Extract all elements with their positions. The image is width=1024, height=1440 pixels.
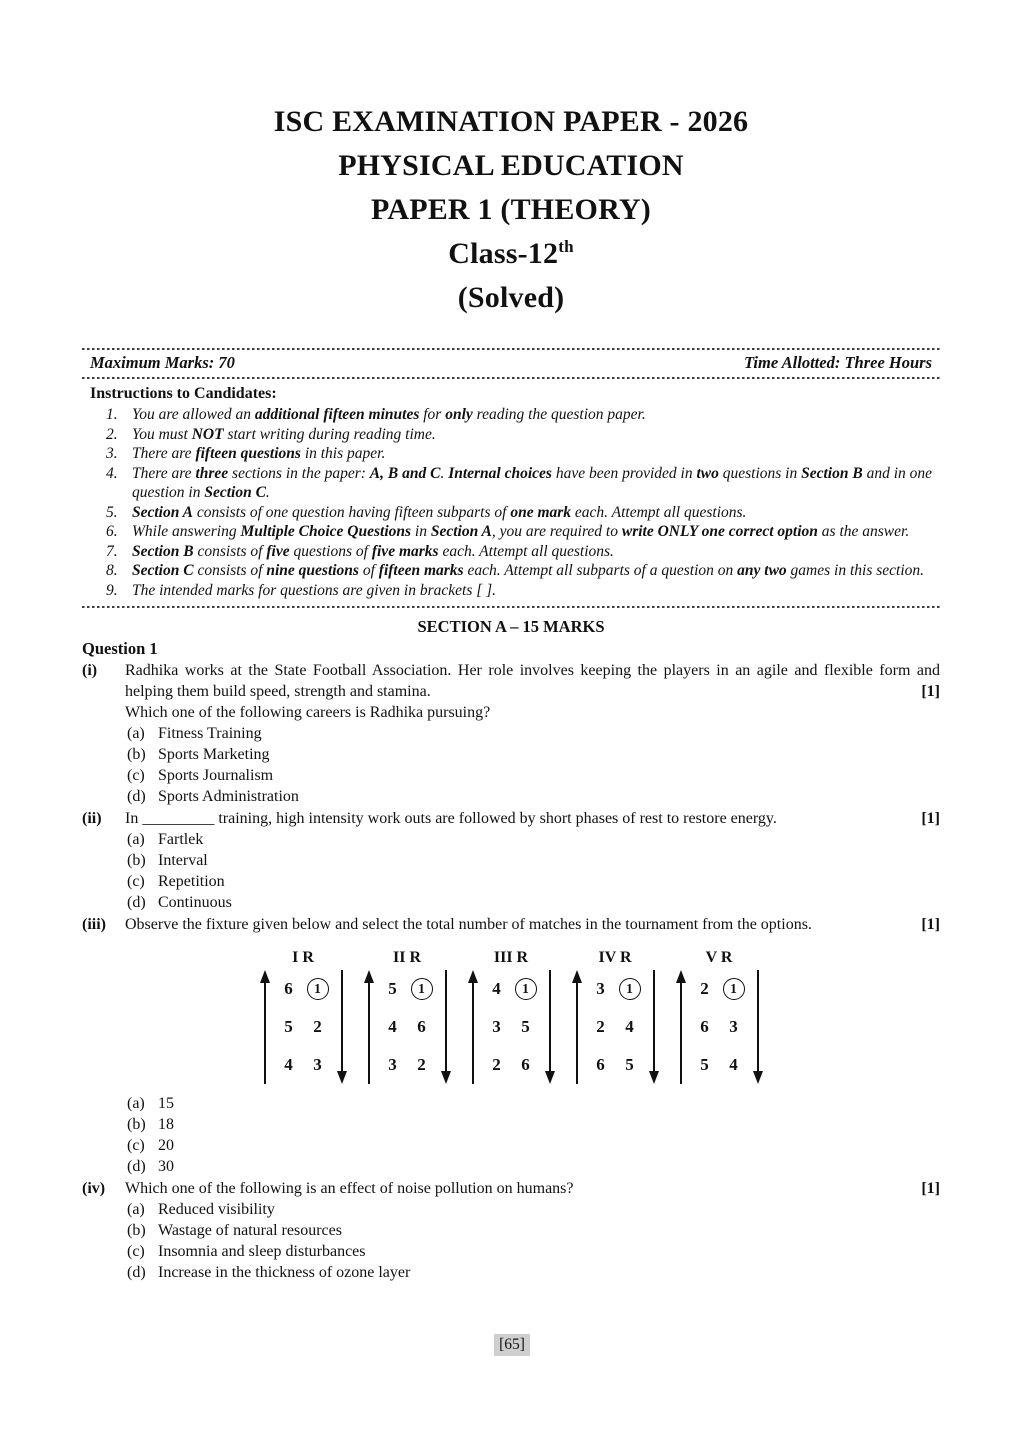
fixture-number: 4 <box>284 1055 293 1074</box>
instruction-text: Section A consists of one question having fifteen subparts of one mark each. Attempt all questions. <box>132 503 747 521</box>
circled-one: 1 <box>307 978 329 1000</box>
option-d <box>127 1156 940 1177</box>
down-arrow-icon <box>543 970 557 1084</box>
up-arrow-icon <box>570 970 584 1084</box>
option-text: Repetition <box>158 873 225 890</box>
question-ii <box>82 808 940 913</box>
fixture-right-column <box>514 970 538 1084</box>
down-arrow-icon <box>439 970 453 1084</box>
question-iv <box>82 1178 940 1283</box>
option-label: (d) <box>127 788 146 805</box>
fixture-round-1 <box>258 948 349 1084</box>
question-i-label: (i) <box>82 662 98 679</box>
round-label: V R <box>705 949 733 966</box>
instruction-item-1 <box>90 405 936 425</box>
fixture-number: 2 <box>492 1055 501 1074</box>
instruction-number: 8. <box>106 562 118 579</box>
instruction-item-8 <box>90 561 936 581</box>
instructions-heading: Instructions to Candidates: <box>90 385 277 402</box>
question-followup: Which one of the following careers is Radhika pursuing? <box>125 704 491 721</box>
option-text: Reduced visibility <box>158 1201 275 1218</box>
up-arrow-icon <box>362 970 376 1084</box>
fixture-number: 4 <box>729 1055 738 1074</box>
option-label: (d) <box>127 894 146 911</box>
question-iv-label: (iv) <box>82 1180 106 1197</box>
instruction-number: 9. <box>106 581 118 599</box>
option-label: (a) <box>127 831 145 848</box>
fixture-right-column <box>306 970 330 1084</box>
fixture-left-column <box>693 970 717 1084</box>
fixture-number: 5 <box>700 1055 709 1074</box>
meta-row <box>82 350 940 377</box>
option-text: Increase in the thickness of ozone layer <box>158 1264 411 1281</box>
paper-header <box>82 100 940 320</box>
option-label: (d) <box>127 1158 146 1175</box>
fixture-number: 3 <box>596 979 605 998</box>
instruction-text: While answering Multiple Choice Questions in Section A, you are required to write ONLY one correct option as the answer. <box>132 523 910 540</box>
fixture-number: 2 <box>596 1017 605 1036</box>
question-statement <box>125 1178 940 1199</box>
instruction-item-3 <box>90 444 936 464</box>
option-text: Wastage of natural resources <box>158 1222 342 1239</box>
option-label: (b) <box>127 852 146 869</box>
options-list <box>127 723 940 807</box>
max-marks-label: Maximum Marks: 70 <box>90 353 235 372</box>
paper-number: PAPER 1 (THEORY) <box>371 193 651 226</box>
fixture-right-column <box>618 970 642 1084</box>
option-c <box>127 871 940 892</box>
fixture-left-column <box>381 970 405 1084</box>
paper-solved-label: (Solved) <box>457 281 565 314</box>
fixture-round-3 <box>466 948 557 1084</box>
instruction-text: Section B consists of five questions of five marks each. Attempt all questions. <box>132 542 614 560</box>
option-text: Sports Marketing <box>158 746 270 763</box>
instruction-number: 2. <box>106 425 118 443</box>
fixture-number: 3 <box>313 1055 322 1074</box>
marks-badge: [1] <box>921 1180 940 1197</box>
question-i-body <box>125 660 940 807</box>
option-text: Fitness Training <box>158 725 262 742</box>
option-b <box>127 1220 940 1241</box>
tournament-fixture-diagram <box>82 948 940 1084</box>
marks-badge: [1] <box>921 810 940 827</box>
options-list <box>127 1199 940 1283</box>
option-c <box>127 765 940 786</box>
fixture-round-5 <box>674 948 765 1084</box>
instruction-number: 3. <box>106 445 118 462</box>
instructions-section <box>82 379 940 606</box>
option-b <box>127 1114 940 1135</box>
instruction-item-7 <box>90 542 936 562</box>
option-text: 18 <box>158 1116 174 1133</box>
fixture-left-column <box>589 970 613 1084</box>
question-iii-label: (iii) <box>82 916 106 933</box>
instruction-item-5 <box>90 503 936 523</box>
question-ii-body <box>125 808 940 913</box>
round-label: II R <box>392 949 421 966</box>
statement-text: Which one of the following is an effect of noise pollution on humans? <box>125 1180 574 1197</box>
question-iii-body <box>125 914 940 935</box>
question-i <box>82 660 940 807</box>
fixture-number: 5 <box>521 1017 530 1036</box>
question-ii-label: (ii) <box>82 810 102 827</box>
section-a-heading: SECTION A – 15 MARKS <box>417 617 605 636</box>
up-arrow-icon <box>674 970 688 1084</box>
statement-text: Observe the fixture given below and select the total number of matches in the tournament from the options. <box>125 916 812 933</box>
instruction-text: You are allowed an additional fifteen minutes for only reading the question paper. <box>132 406 646 423</box>
up-arrow-icon <box>258 970 272 1084</box>
instruction-item-9 <box>90 581 936 601</box>
fixture-number: 4 <box>492 979 501 998</box>
paper-class <box>82 232 940 276</box>
fixture-number: 6 <box>417 1017 426 1036</box>
down-arrow-icon <box>647 970 661 1084</box>
option-label: (c) <box>127 1137 145 1154</box>
fixture-number: 3 <box>729 1017 738 1036</box>
options-list <box>127 829 940 913</box>
option-label: (a) <box>127 725 145 742</box>
fixture-number: 6 <box>284 979 293 998</box>
down-arrow-icon <box>335 970 349 1084</box>
option-label: (b) <box>127 1222 146 1239</box>
fixture-number: 2 <box>313 1017 322 1036</box>
question-iii <box>82 914 940 935</box>
option-d <box>127 892 940 913</box>
option-c <box>127 1241 940 1262</box>
marks-badge: [1] <box>921 683 940 700</box>
instruction-number: 6. <box>106 523 118 540</box>
instruction-text: There are fifteen questions in this paper. <box>132 445 386 462</box>
fixture-number: 2 <box>700 979 709 998</box>
option-label: (c) <box>127 767 145 784</box>
round-label: I R <box>292 949 314 966</box>
circled-one: 1 <box>723 978 745 1000</box>
option-a <box>127 1093 940 1114</box>
fixture-number: 4 <box>625 1017 634 1036</box>
circled-one: 1 <box>515 978 537 1000</box>
fixture-round-2 <box>362 948 453 1084</box>
dotted-divider <box>82 606 940 608</box>
fixture-round-4 <box>570 948 661 1084</box>
option-label: (c) <box>127 1243 145 1260</box>
instruction-text: Section C consists of nine questions of fifteen marks each. Attempt all subparts of a question on any two games in this section. <box>132 562 925 579</box>
question-iv-body <box>125 1178 940 1283</box>
question-statement <box>125 808 940 829</box>
class-text: Class-12 <box>448 237 559 270</box>
option-text: 20 <box>158 1137 174 1154</box>
up-arrow-icon <box>466 970 480 1084</box>
fixture-left-column <box>277 970 301 1084</box>
option-text: 30 <box>158 1158 174 1175</box>
instruction-text: You must NOT start writing during reading time. <box>132 425 436 443</box>
circled-one: 1 <box>619 978 641 1000</box>
question-1-heading: Question 1 <box>82 639 158 658</box>
option-text: 15 <box>158 1095 174 1112</box>
fixture-number: 4 <box>388 1017 397 1036</box>
question-statement <box>125 914 940 935</box>
instruction-number: 4. <box>106 464 118 482</box>
fixture-number: 2 <box>417 1055 426 1074</box>
fixture-number: 6 <box>521 1055 530 1074</box>
option-label: (b) <box>127 1116 146 1133</box>
option-d <box>127 1262 940 1283</box>
statement-text: Radhika works at the State Football Association. Her role involves keeping the players in an agile and flexible form and helping them build speed, strength and stamina. <box>125 662 940 700</box>
page-number: [65] <box>494 1334 530 1356</box>
instruction-number: 5. <box>106 503 118 521</box>
round-label: III R <box>493 949 529 966</box>
option-label: (a) <box>127 1201 145 1218</box>
instruction-item-4 <box>90 464 936 503</box>
option-text: Sports Journalism <box>158 767 274 784</box>
option-text: Sports Administration <box>158 788 299 805</box>
instructions-list <box>90 405 936 600</box>
instruction-item-6 <box>90 522 936 542</box>
fixture-left-column <box>485 970 509 1084</box>
option-a <box>127 1199 940 1220</box>
option-text: Fartlek <box>158 831 204 848</box>
option-text: Continuous <box>158 894 232 911</box>
option-label: (a) <box>127 1095 145 1112</box>
statement-text: In _________ training, high intensity work outs are followed by short phases of rest to restore energy. <box>125 810 777 827</box>
time-allotted-label: Time Allotted: Three Hours <box>743 353 932 372</box>
option-b <box>127 744 940 765</box>
option-label: (b) <box>127 746 146 763</box>
paper-subject: PHYSICAL EDUCATION <box>338 149 684 182</box>
option-a <box>127 723 940 744</box>
fixture-number: 5 <box>284 1017 293 1036</box>
down-arrow-icon <box>751 970 765 1084</box>
question-statement <box>125 660 940 702</box>
fixture-number: 3 <box>492 1017 501 1036</box>
option-label: (c) <box>127 873 145 890</box>
option-text: Insomnia and sleep disturbances <box>158 1243 366 1260</box>
fixture-number: 6 <box>596 1055 605 1074</box>
instruction-text: The intended marks for questions are given in brackets [ ]. <box>132 581 497 599</box>
instruction-text: There are three sections in the paper: A, B and C. Internal choices have been provided in two questions in Section B and in one question in Section C. <box>132 464 932 501</box>
class-superscript: th <box>558 237 574 256</box>
page-footer <box>0 1334 1024 1356</box>
instruction-item-2 <box>90 425 936 445</box>
option-label: (d) <box>127 1264 146 1281</box>
option-a <box>127 829 940 850</box>
option-b <box>127 850 940 871</box>
options-list <box>127 1093 940 1177</box>
fixture-number: 5 <box>625 1055 634 1074</box>
marks-badge: [1] <box>921 916 940 933</box>
instruction-number: 7. <box>106 542 118 560</box>
option-text: Interval <box>158 852 208 869</box>
fixture-number: 3 <box>388 1055 397 1074</box>
paper-title: ISC EXAMINATION PAPER - 2026 <box>273 105 749 138</box>
round-label: IV R <box>598 949 632 966</box>
fixture-number: 5 <box>388 979 397 998</box>
circled-one: 1 <box>411 978 433 1000</box>
option-d <box>127 786 940 807</box>
instruction-number: 1. <box>106 406 118 423</box>
option-c <box>127 1135 940 1156</box>
fixture-number: 6 <box>700 1017 709 1036</box>
fixture-right-column <box>722 970 746 1084</box>
question-iii-options <box>82 1093 940 1177</box>
fixture-right-column <box>410 970 434 1084</box>
